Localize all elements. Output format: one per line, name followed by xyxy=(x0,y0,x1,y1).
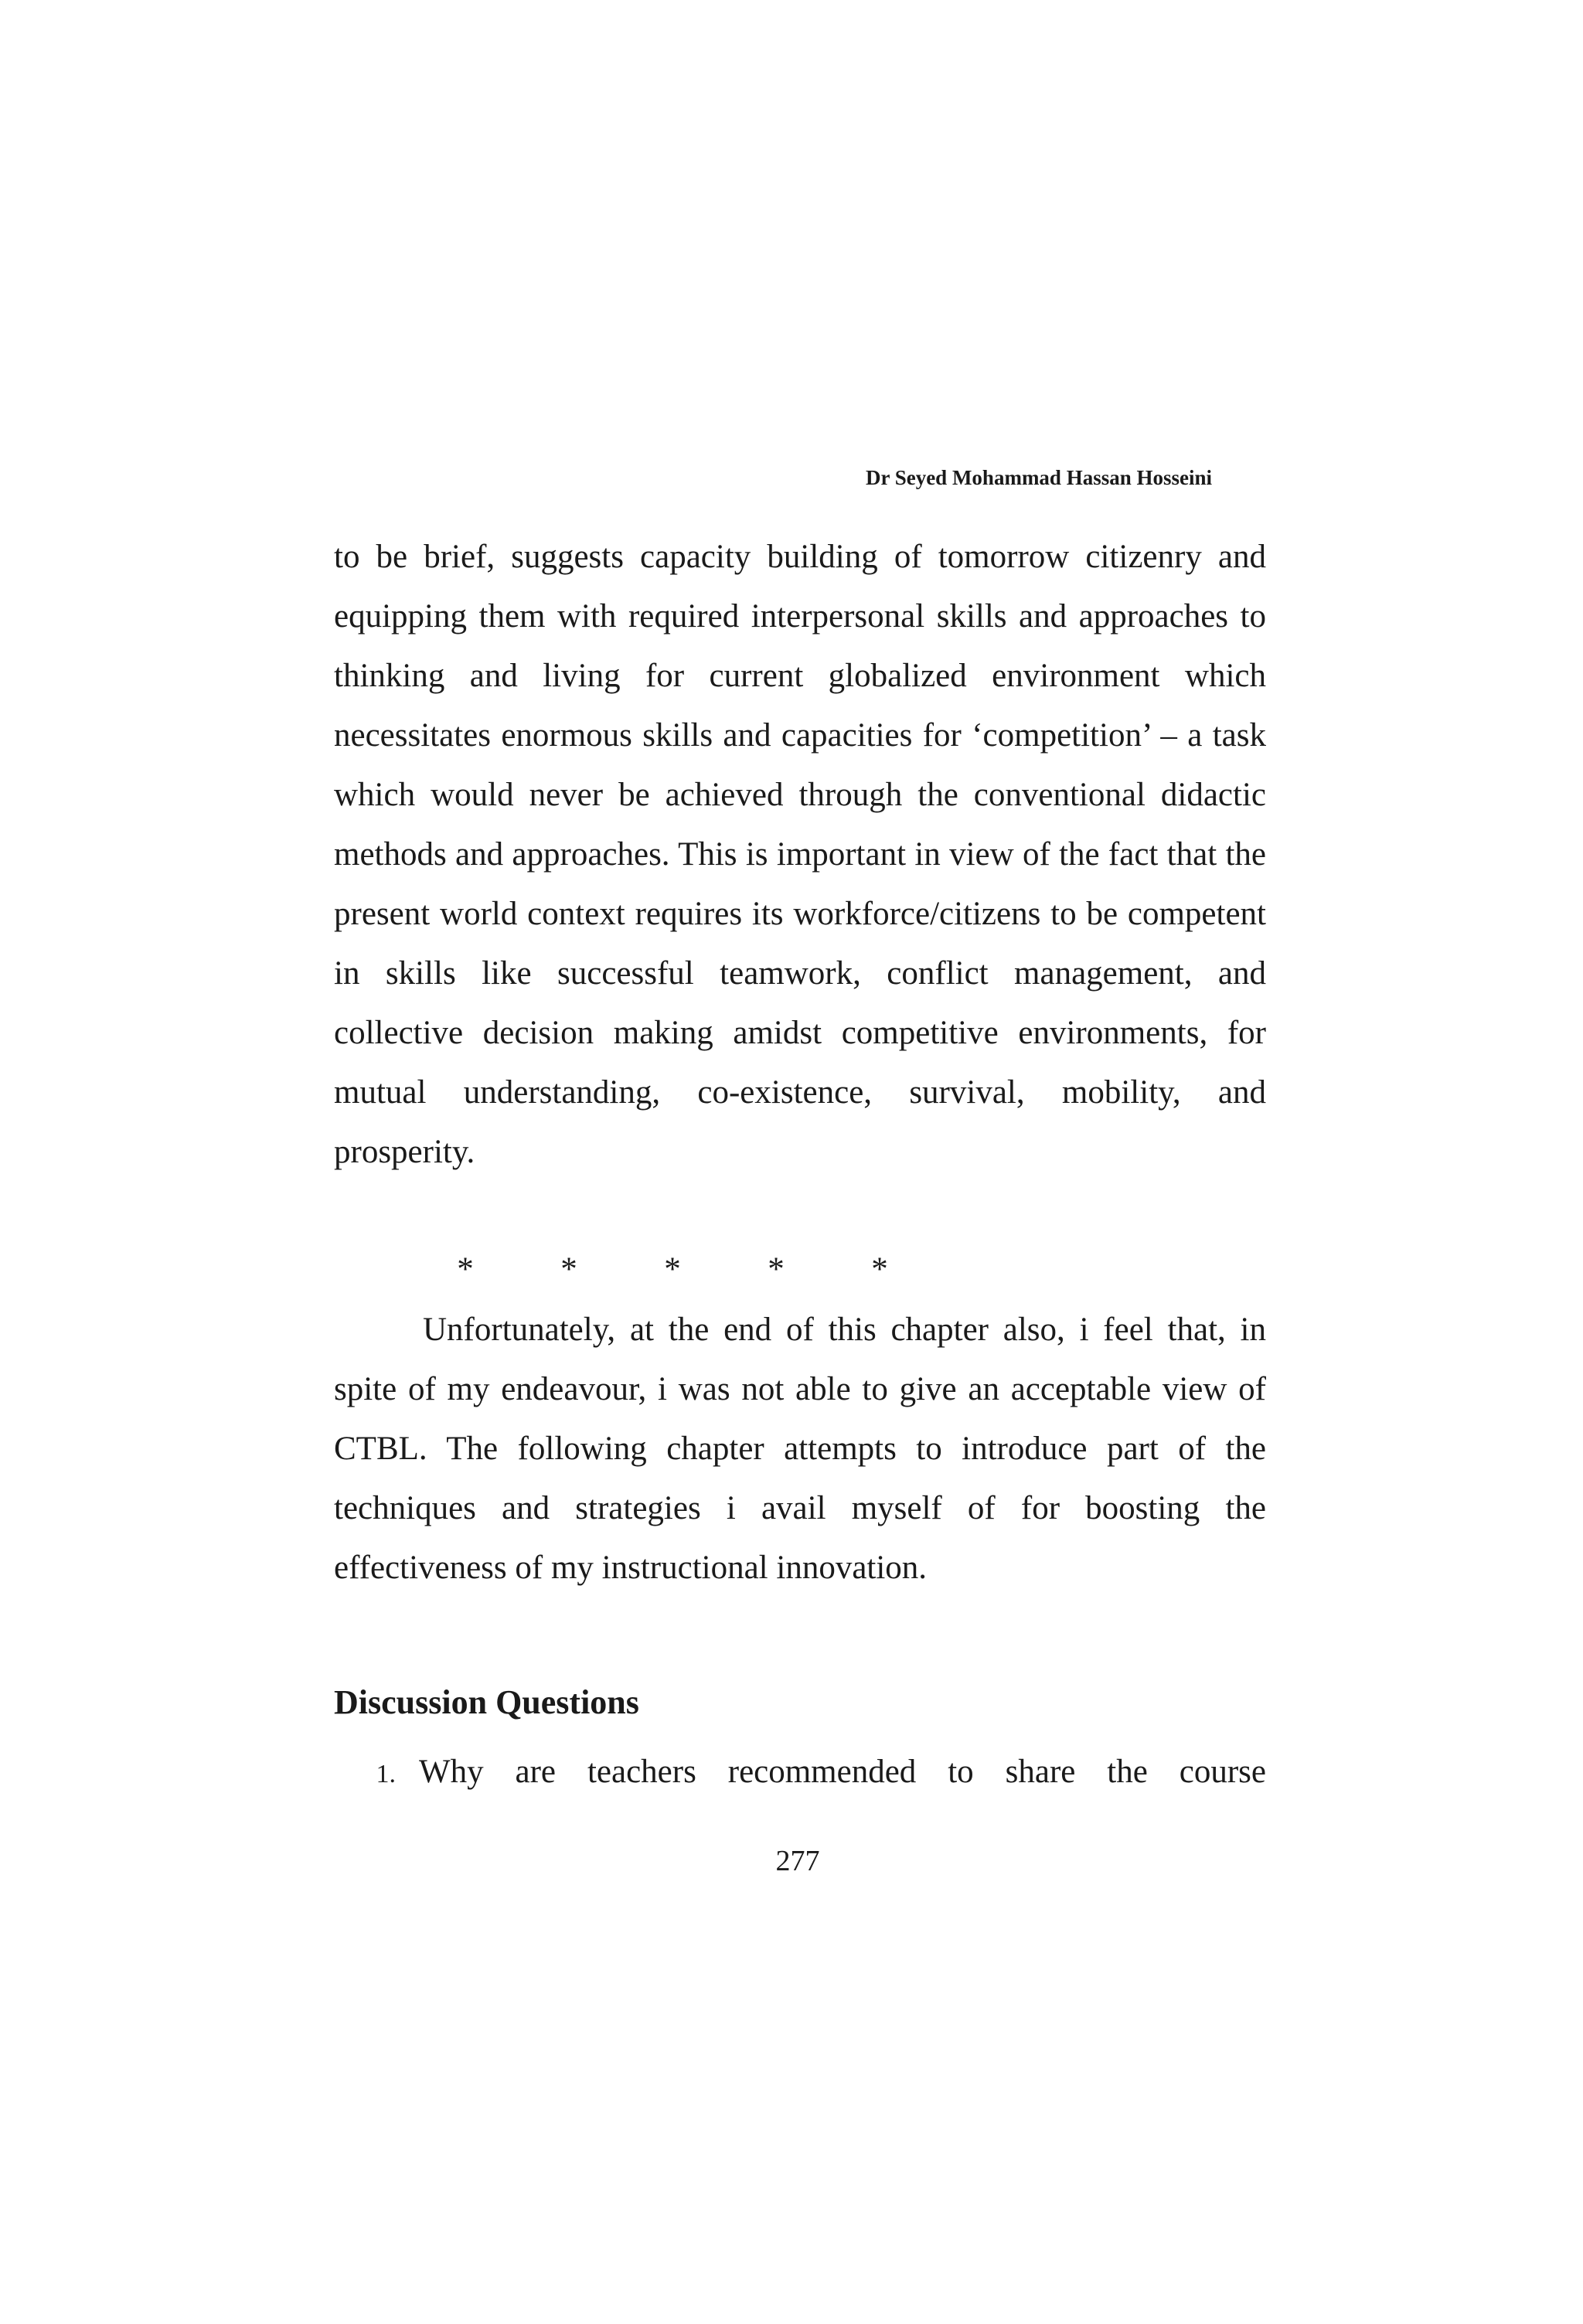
page-number: 277 xyxy=(775,1845,820,1877)
separator-asterisk: * xyxy=(457,1251,474,1288)
running-head-author: Dr Seyed Mohammad Hassan Hosseini xyxy=(865,466,1212,489)
separator-asterisk: * xyxy=(664,1251,681,1288)
section-separator xyxy=(414,1240,931,1299)
question-text: Why are teachers recommended to share the course xyxy=(419,1754,1266,1790)
body-paragraph-1: to be brief, suggests capacity building of tomorrow citizenry and equipping them with required interpersonal skills and approaches to thinking and living for current globalized environment which necessitates enormous skills and capacities for ‘competition’ – a task which would never be achieved through the conventional didactic methods and approaches. This is important in view of the fact that the present world context requires its workforce/citizens to be competent in skills like successful teamwork, conflict management, and collective decision making amidst competitive environments, for mutual understanding, co-existence, survival, mobility, and prosperity. xyxy=(334,539,1266,1170)
body-paragraph-2: Unfortunately, at the end of this chapter also, i feel that, in spite of my endeavour, i was not able to give an acceptable view of CTBL. The following chapter attempts to introduce part of the techniques and strategies i avail myself of for boosting the effectiveness of my instructional innovation. xyxy=(334,1312,1266,1586)
separator-asterisk: * xyxy=(560,1251,577,1288)
discussion-heading: Discussion Questions xyxy=(334,1683,639,1721)
question-number: 1. xyxy=(376,1760,396,1788)
discussion-question xyxy=(334,1742,1266,1804)
separator-asterisk: * xyxy=(768,1251,785,1288)
separator-asterisk: * xyxy=(871,1251,888,1288)
